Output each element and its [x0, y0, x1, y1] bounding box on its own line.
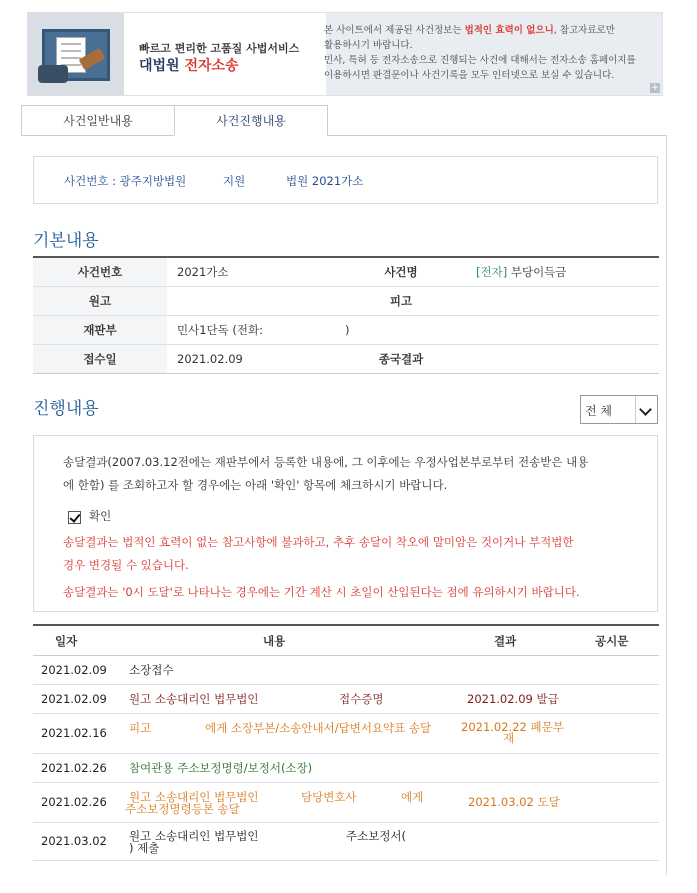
basic-info-table: [33, 256, 659, 374]
row-content-line2: 주소보정명령등본 송달: [125, 802, 240, 816]
banner-brand-area: [28, 13, 326, 96]
label-filing-date: 접수일: [33, 345, 167, 373]
table-row: [33, 823, 659, 861]
section-title-basic: 기본내용: [33, 231, 99, 251]
table-row: [33, 714, 659, 754]
value-case-name: [전자] 부당이득금: [476, 265, 567, 279]
table-row: [33, 754, 659, 783]
tab-case-progress[interactable]: 사건진행내용: [174, 105, 328, 136]
header-public-notice: 공시문: [595, 634, 629, 648]
row-date: 2021.02.16: [41, 726, 107, 740]
label-case-number: 사건번호: [33, 258, 167, 286]
case-branch: 지원: [223, 174, 246, 188]
label-plaintiff: 원고: [33, 287, 167, 315]
table-row: [33, 783, 659, 823]
row-content: 원고 소송대리인 법무법인: [129, 829, 259, 843]
row-result: 2021.02.22 폐문부: [461, 720, 564, 734]
table-row: [33, 345, 659, 374]
case-number: 법원 2021가소: [286, 174, 364, 188]
table-row: [33, 258, 659, 287]
value-case-number: 2021가소: [177, 265, 229, 279]
row-content: 원고 소송대리인 법무법인: [129, 790, 259, 804]
row-result: 2021.02.09 발급: [467, 692, 559, 706]
row-date: 2021.03.02: [41, 834, 107, 848]
court-gavel-illustration: [28, 13, 124, 96]
value-division: 민사1단독 (전화: ): [177, 323, 350, 337]
chevron-down-icon: [635, 396, 657, 423]
row-result-line2: 재: [503, 731, 515, 745]
tab-bar: [21, 105, 328, 136]
header-date: 일자: [55, 634, 78, 648]
filter-selected-value: 전 체: [585, 404, 612, 418]
row-date: 2021.02.09: [41, 663, 107, 677]
row-content-detail: 담당변호사: [301, 790, 357, 804]
banner-notice: 본 사이트에서 제공된 사건정보는 법적인 효력이 없으니, 참고자료로만 활용하시기 바랍니다. 민사, 특허 등 전자소송으로 진행되는 사건에 대해서는 전자소송 홈페이지를 이용하시면 판결문이나 사건기록을 모두 인터넷으로 보실 수 있습니다.: [324, 25, 636, 81]
row-content-detail: 에게 소장부본/소송안내서/답변서요약표 송달: [205, 721, 432, 735]
banner: [27, 12, 663, 96]
tab-case-general[interactable]: 사건일반내용: [21, 105, 175, 136]
row-date: 2021.02.26: [41, 795, 107, 809]
label-defendant: 피고: [389, 294, 413, 308]
row-content-detail: 접수증명: [339, 692, 384, 706]
banner-title[interactable]: 대법원 전자소송: [139, 58, 239, 74]
confirm-checkbox-label[interactable]: 확인: [89, 509, 112, 523]
banner-more-button[interactable]: +: [651, 83, 659, 93]
case-court: 사건번호 : 광주지방법원: [64, 174, 187, 188]
row-content: 피고: [129, 721, 152, 735]
row-date: 2021.02.09: [41, 692, 107, 706]
case-number-box: [33, 156, 658, 204]
notice-text: 송달결과(2007.03.12전에는 재판부에서 등록한 내용에, 그 이후에는 우정사업본부로부터 전송받은 내용 에 한함) 를 조회하고자 할 경우에는 아래 '확인' 항목에 체크하시기 바랍니다.: [63, 455, 589, 492]
table-row: [33, 685, 659, 714]
row-content-detail: 주소보정서(: [346, 829, 407, 843]
row-result: 2021.03.02 도달: [468, 795, 560, 809]
table-row: [33, 287, 659, 316]
value-filing-date: 2021.02.09: [177, 352, 243, 366]
row-content: 원고 소송대리인 법무법인: [129, 692, 259, 706]
label-final-result: 종국결과: [378, 352, 424, 366]
label-case-name: 사건명: [384, 265, 418, 279]
row-content-line2: ) 제출: [129, 841, 160, 855]
label-division: 재판부: [33, 316, 167, 344]
table-row: [33, 656, 659, 685]
header-result: 결과: [494, 634, 517, 648]
progress-table: [33, 624, 659, 861]
banner-subtitle: 빠르고 편리한 고품질 사법서비스: [139, 42, 300, 55]
warning-text: 송달결과는 법적인 효력이 없는 참고사항에 불과하고, 추후 송달이 착오에 말미암은 것이거나 부적법한 경우 변경될 수 있습니다.: [63, 535, 574, 572]
row-content: 참여관용 주소보정명령/보정서(소장): [129, 761, 313, 775]
warning-text-zero-hour: 송달결과는 '0시 도달'로 나타나는 경우에는 기간 계산 시 초일이 산입된다는 점에 유의하시기 바랍니다.: [63, 585, 580, 599]
row-content: 소장접수: [129, 663, 174, 677]
confirm-checkbox[interactable]: [68, 511, 81, 524]
row-date: 2021.02.26: [41, 761, 107, 775]
table-row: [33, 316, 659, 345]
table-header: [33, 626, 659, 656]
content-border: [666, 135, 667, 875]
tab-divider: [327, 135, 667, 136]
row-content-target: 에게: [401, 790, 424, 804]
progress-filter-select[interactable]: [580, 395, 658, 424]
delivery-notice-box: [33, 435, 658, 612]
section-title-progress: 진행내용: [33, 399, 99, 419]
header-content: 내용: [263, 634, 286, 648]
